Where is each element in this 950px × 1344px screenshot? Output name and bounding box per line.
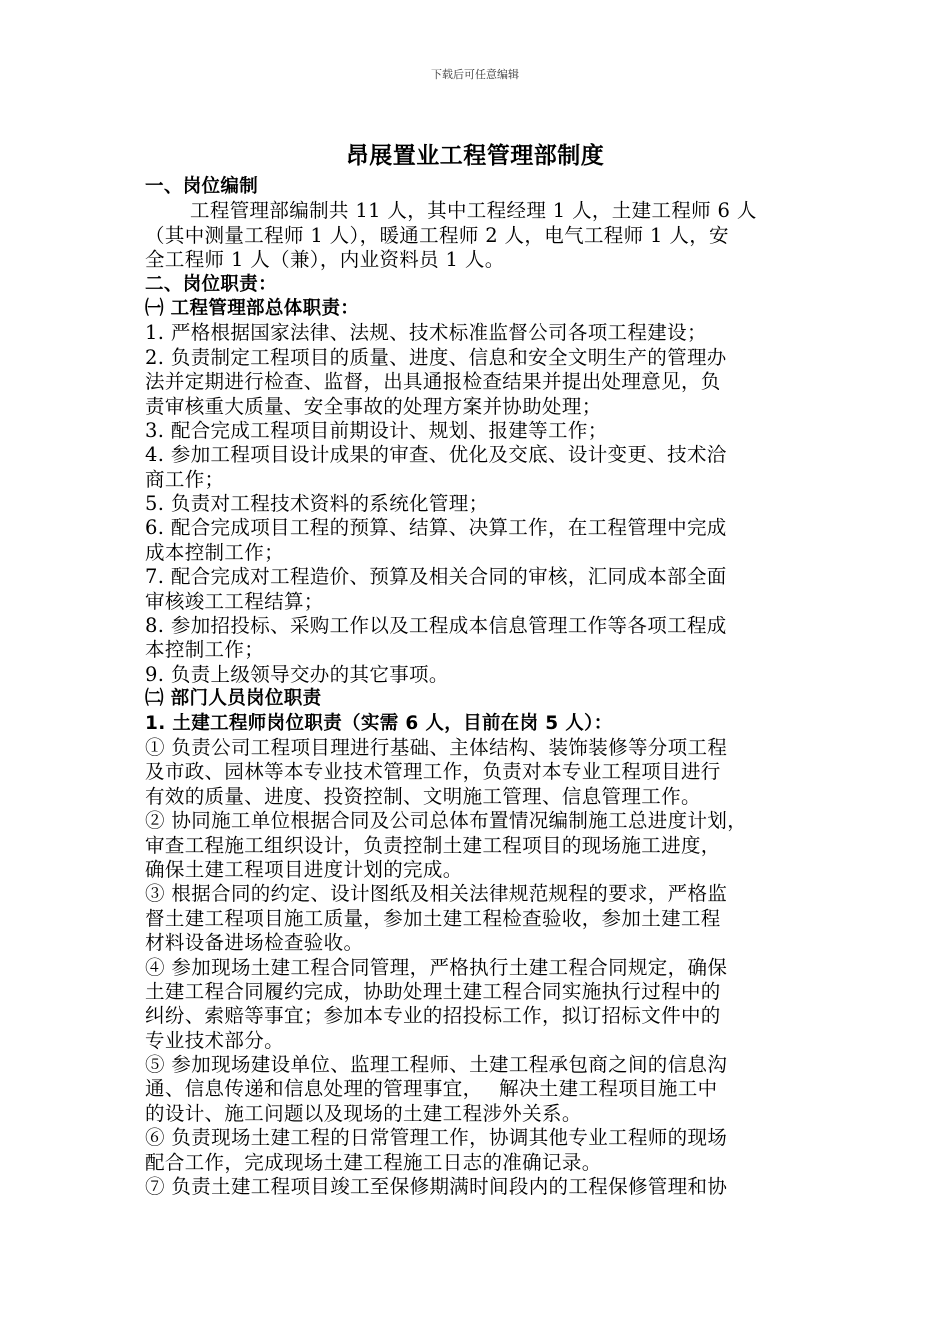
paragraph-line: 材料设备进场检查验收。 [145, 931, 364, 955]
paragraph-line: 纠纷、索赔等事宜；参加本专业的招投标工作，拟订招标文件中的 [145, 1004, 721, 1028]
paragraph-line: 2. 负责制定工程项目的质量、进度、信息和安全文明生产的管理办 [145, 345, 727, 369]
section-heading: 一、岗位编制 [145, 176, 259, 197]
paragraph-line: 土建工程合同履约完成，协助处理土建工程合同实施执行过程中的 [145, 979, 721, 1003]
document-title: 昂展置业工程管理部制度 [345, 143, 605, 169]
paragraph-line: 工程管理部编制共 11 人，其中工程经理 1 人，土建工程师 6 人 [190, 199, 757, 223]
paragraph-line: 7. 配合完成对工程造价、预算及相关合同的审核，汇同成本部全面 [145, 565, 727, 589]
paragraph-line: ② 协同施工单位根据合同及公司总体布置情况编制施工总进度计划， [145, 809, 748, 833]
paragraph-line: 审查工程施工组织设计，负责控制土建工程项目的现场施工进度， [145, 833, 721, 857]
paragraph-line: ④ 参加现场土建工程合同管理，严格执行土建工程合同规定，确保 [145, 955, 728, 979]
paragraph-line: ⑥ 负责现场土建工程的日常管理工作，协调其他专业工程师的现场 [145, 1126, 728, 1150]
paragraph-line: 专业技术部分。 [145, 1028, 284, 1052]
paragraph-line: 及市政、园林等本专业技术管理工作，负责对本专业工程项目进行 [145, 760, 721, 784]
paragraph-line: 通、信息传递和信息处理的管理事宜， 解决土建工程项目施工中 [145, 1077, 718, 1101]
header-note: 下载后可任意编辑 [431, 68, 519, 81]
paragraph-line: 3. 配合完成工程项目前期设计、规划、报建等工作； [145, 418, 608, 442]
paragraph-line: 4. 参加工程项目设计成果的审查、优化及交底、设计变更、技术洽 [145, 443, 727, 467]
paragraph-line: ③ 根据合同的约定、设计图纸及相关法律规范规程的要求，严格监 [145, 882, 728, 906]
paragraph-line: 全工程师 1 人（兼），内业资料员 1 人。 [145, 248, 505, 272]
paragraph-line: 责审核重大质量、安全事故的处理方案并协助处理； [145, 394, 602, 418]
paragraph-line: 的设计、施工问题以及现场的土建工程涉外关系。 [145, 1101, 582, 1125]
paragraph-line: （其中测量工程师 1 人），暖通工程师 2 人，电气工程师 1 人，安 [145, 223, 729, 247]
paragraph-line: 9. 负责上级领导交办的其它事项。 [145, 662, 449, 686]
section-heading: ㈡ 部门人员岗位职责 [145, 688, 322, 710]
section-heading: 1. 土建工程师岗位职责（实需 6 人，目前在岗 5 人）： [145, 712, 613, 734]
paragraph-line: 8. 参加招投标、采购工作以及工程成本信息管理工作等各项工程成 [145, 614, 727, 638]
section-heading: 二、岗位职责： [145, 273, 277, 295]
paragraph-line: 确保土建工程项目进度计划的完成。 [145, 857, 463, 881]
section-heading: ㈠ 工程管理部总体职责： [145, 297, 360, 319]
paragraph-line: 法并定期进行检查、监督，出具通报检查结果并提出处理意见，负 [145, 370, 721, 394]
paragraph-line: ⑤ 参加现场建设单位、监理工程师、土建工程承包商之间的信息沟 [145, 1053, 728, 1077]
paragraph-line: 本控制工作； [145, 638, 265, 662]
paragraph-line: 配合工作，完成现场土建工程施工日志的准确记录。 [145, 1150, 602, 1174]
paragraph-line: 1. 严格根据国家法律、法规、技术标准监督公司各项工程建设； [145, 321, 707, 345]
paragraph-line: 成本控制工作； [145, 540, 284, 564]
document-body [145, 175, 817, 1199]
paragraph-line: 有效的质量、进度、投资控制、文明施工管理、信息管理工作。 [145, 784, 701, 808]
paragraph-line: ① 负责公司工程项目理进行基础、主体结构、装饰装修等分项工程 [145, 735, 728, 759]
paragraph-line: 5. 负责对工程技术资料的系统化管理； [145, 492, 489, 516]
paragraph-line: 6. 配合完成项目工程的预算、结算、决算工作，在工程管理中完成 [145, 516, 727, 540]
paragraph-line: ⑦ 负责土建工程项目竣工至保修期满时间段内的工程保修管理和协 [145, 1175, 728, 1199]
paragraph-line: 督土建工程项目施工质量，参加土建工程检查验收，参加土建工程 [145, 906, 721, 930]
paragraph-line: 商工作； [145, 467, 225, 491]
paragraph-line: 审核竣工工程结算； [145, 589, 324, 613]
